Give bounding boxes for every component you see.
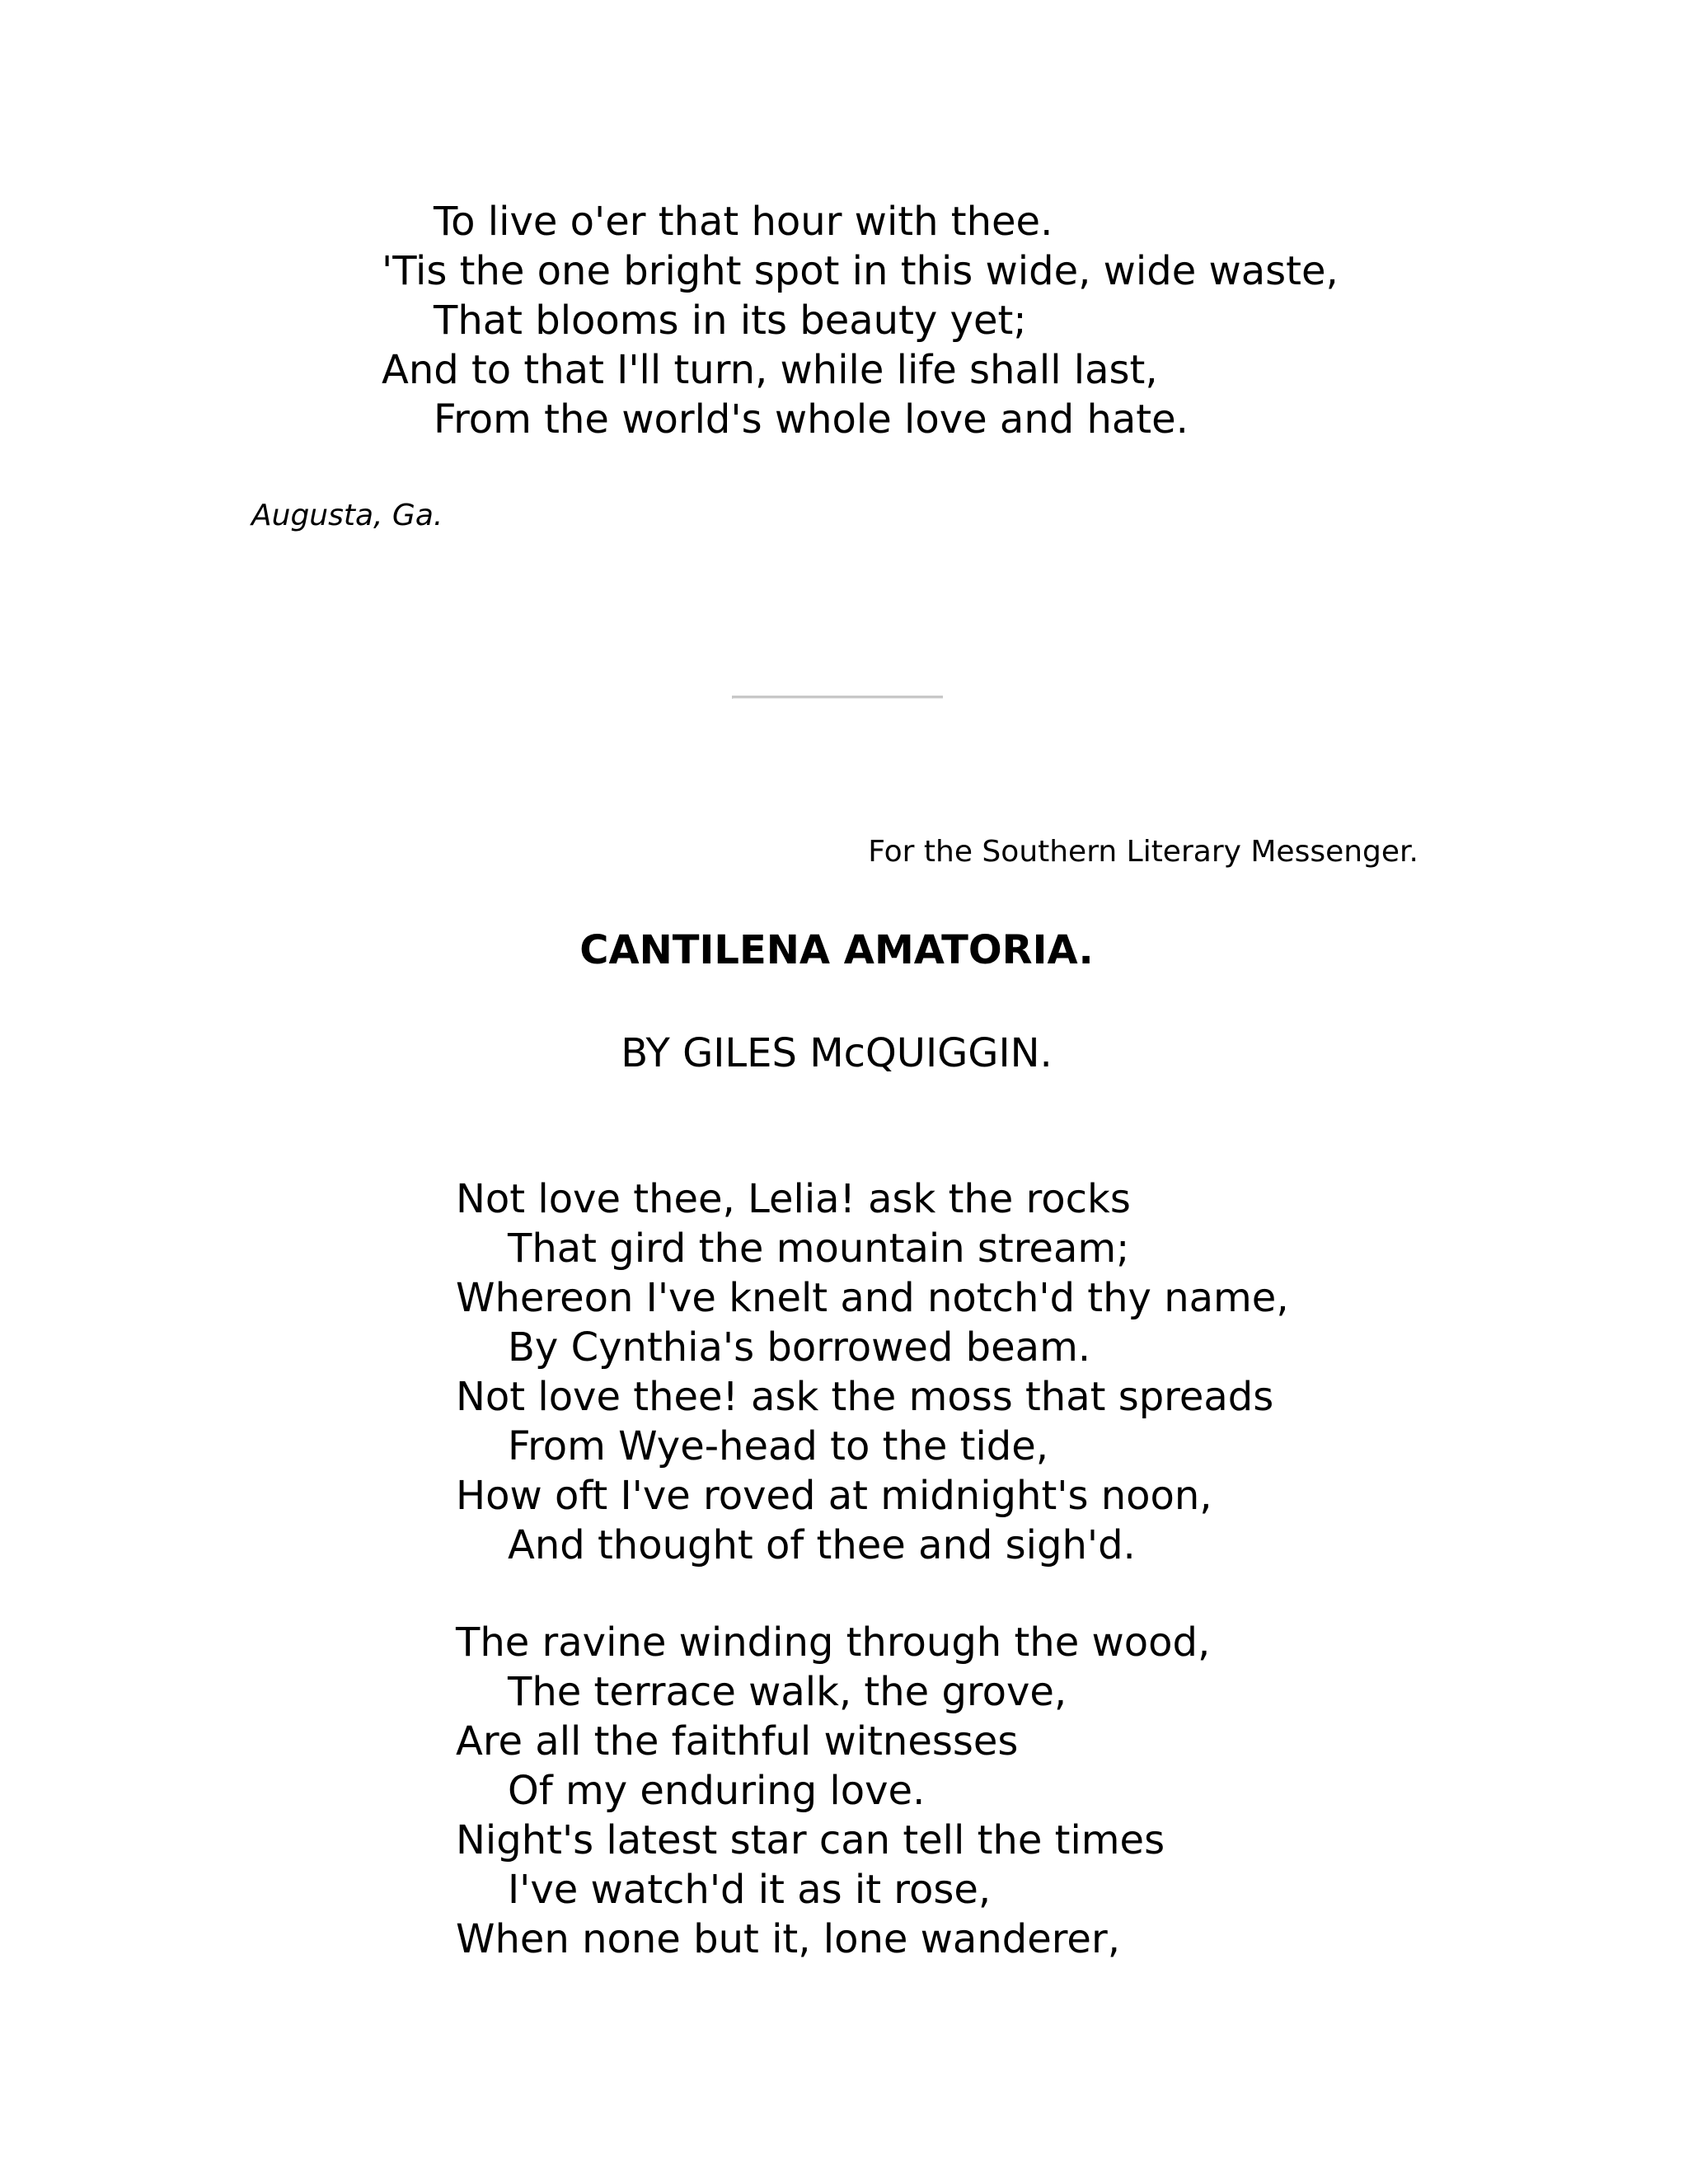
poem-line: To live o'er that hour with thee.: [434, 199, 1053, 245]
poem-line: Night's latest star can tell the times: [456, 1817, 1165, 1863]
poem-line: Of my enduring love.: [508, 1768, 926, 1814]
poem-byline: BY GILES McQUIGGIN.: [621, 1030, 1053, 1076]
poem-line: Whereon I've knelt and notch'd thy name,: [456, 1275, 1289, 1321]
poem-stanza-1: [456, 1174, 1289, 1570]
poem-line: From Wye-head to the tide,: [508, 1423, 1049, 1469]
previous-poem-stanza: [382, 197, 1339, 444]
place-signature: Augusta, Ga.: [251, 499, 443, 532]
poem-line: When none but it, lone wanderer,: [456, 1916, 1120, 1962]
poem-line: Not love thee! ask the moss that spreads: [456, 1374, 1274, 1420]
dedication-line: For the Southern Literary Messenger.: [868, 835, 1418, 869]
poem-line: And thought of thee and sigh'd.: [508, 1522, 1136, 1568]
poem-line: Not love thee, Lelia! ask the rocks: [456, 1176, 1131, 1222]
poem-line: 'Tis the one bright spot in this wide, wide waste,: [382, 248, 1339, 294]
poem-line: By Cynthia's borrowed beam.: [508, 1324, 1091, 1371]
poem-line: The ravine winding through the wood,: [456, 1619, 1211, 1666]
section-divider: [732, 696, 943, 699]
poem-line: And to that I'll turn, while life shall last,: [382, 347, 1158, 393]
poem-stanza-2: [456, 1618, 1210, 1964]
poem-line: The terrace walk, the grove,: [508, 1669, 1067, 1715]
poem-line: I've watch'd it as it rose,: [508, 1867, 992, 1913]
poem-line: How oft I've roved at midnight's noon,: [456, 1473, 1212, 1519]
poem-line: That blooms in its beauty yet;: [434, 298, 1027, 344]
poem-line: That gird the mountain stream;: [508, 1226, 1130, 1272]
poem-line: From the world's whole love and hate.: [434, 396, 1189, 443]
poem-line: Are all the faithful witnesses: [456, 1718, 1019, 1765]
poem-title: CANTILENA AMATORIA.: [579, 927, 1094, 973]
